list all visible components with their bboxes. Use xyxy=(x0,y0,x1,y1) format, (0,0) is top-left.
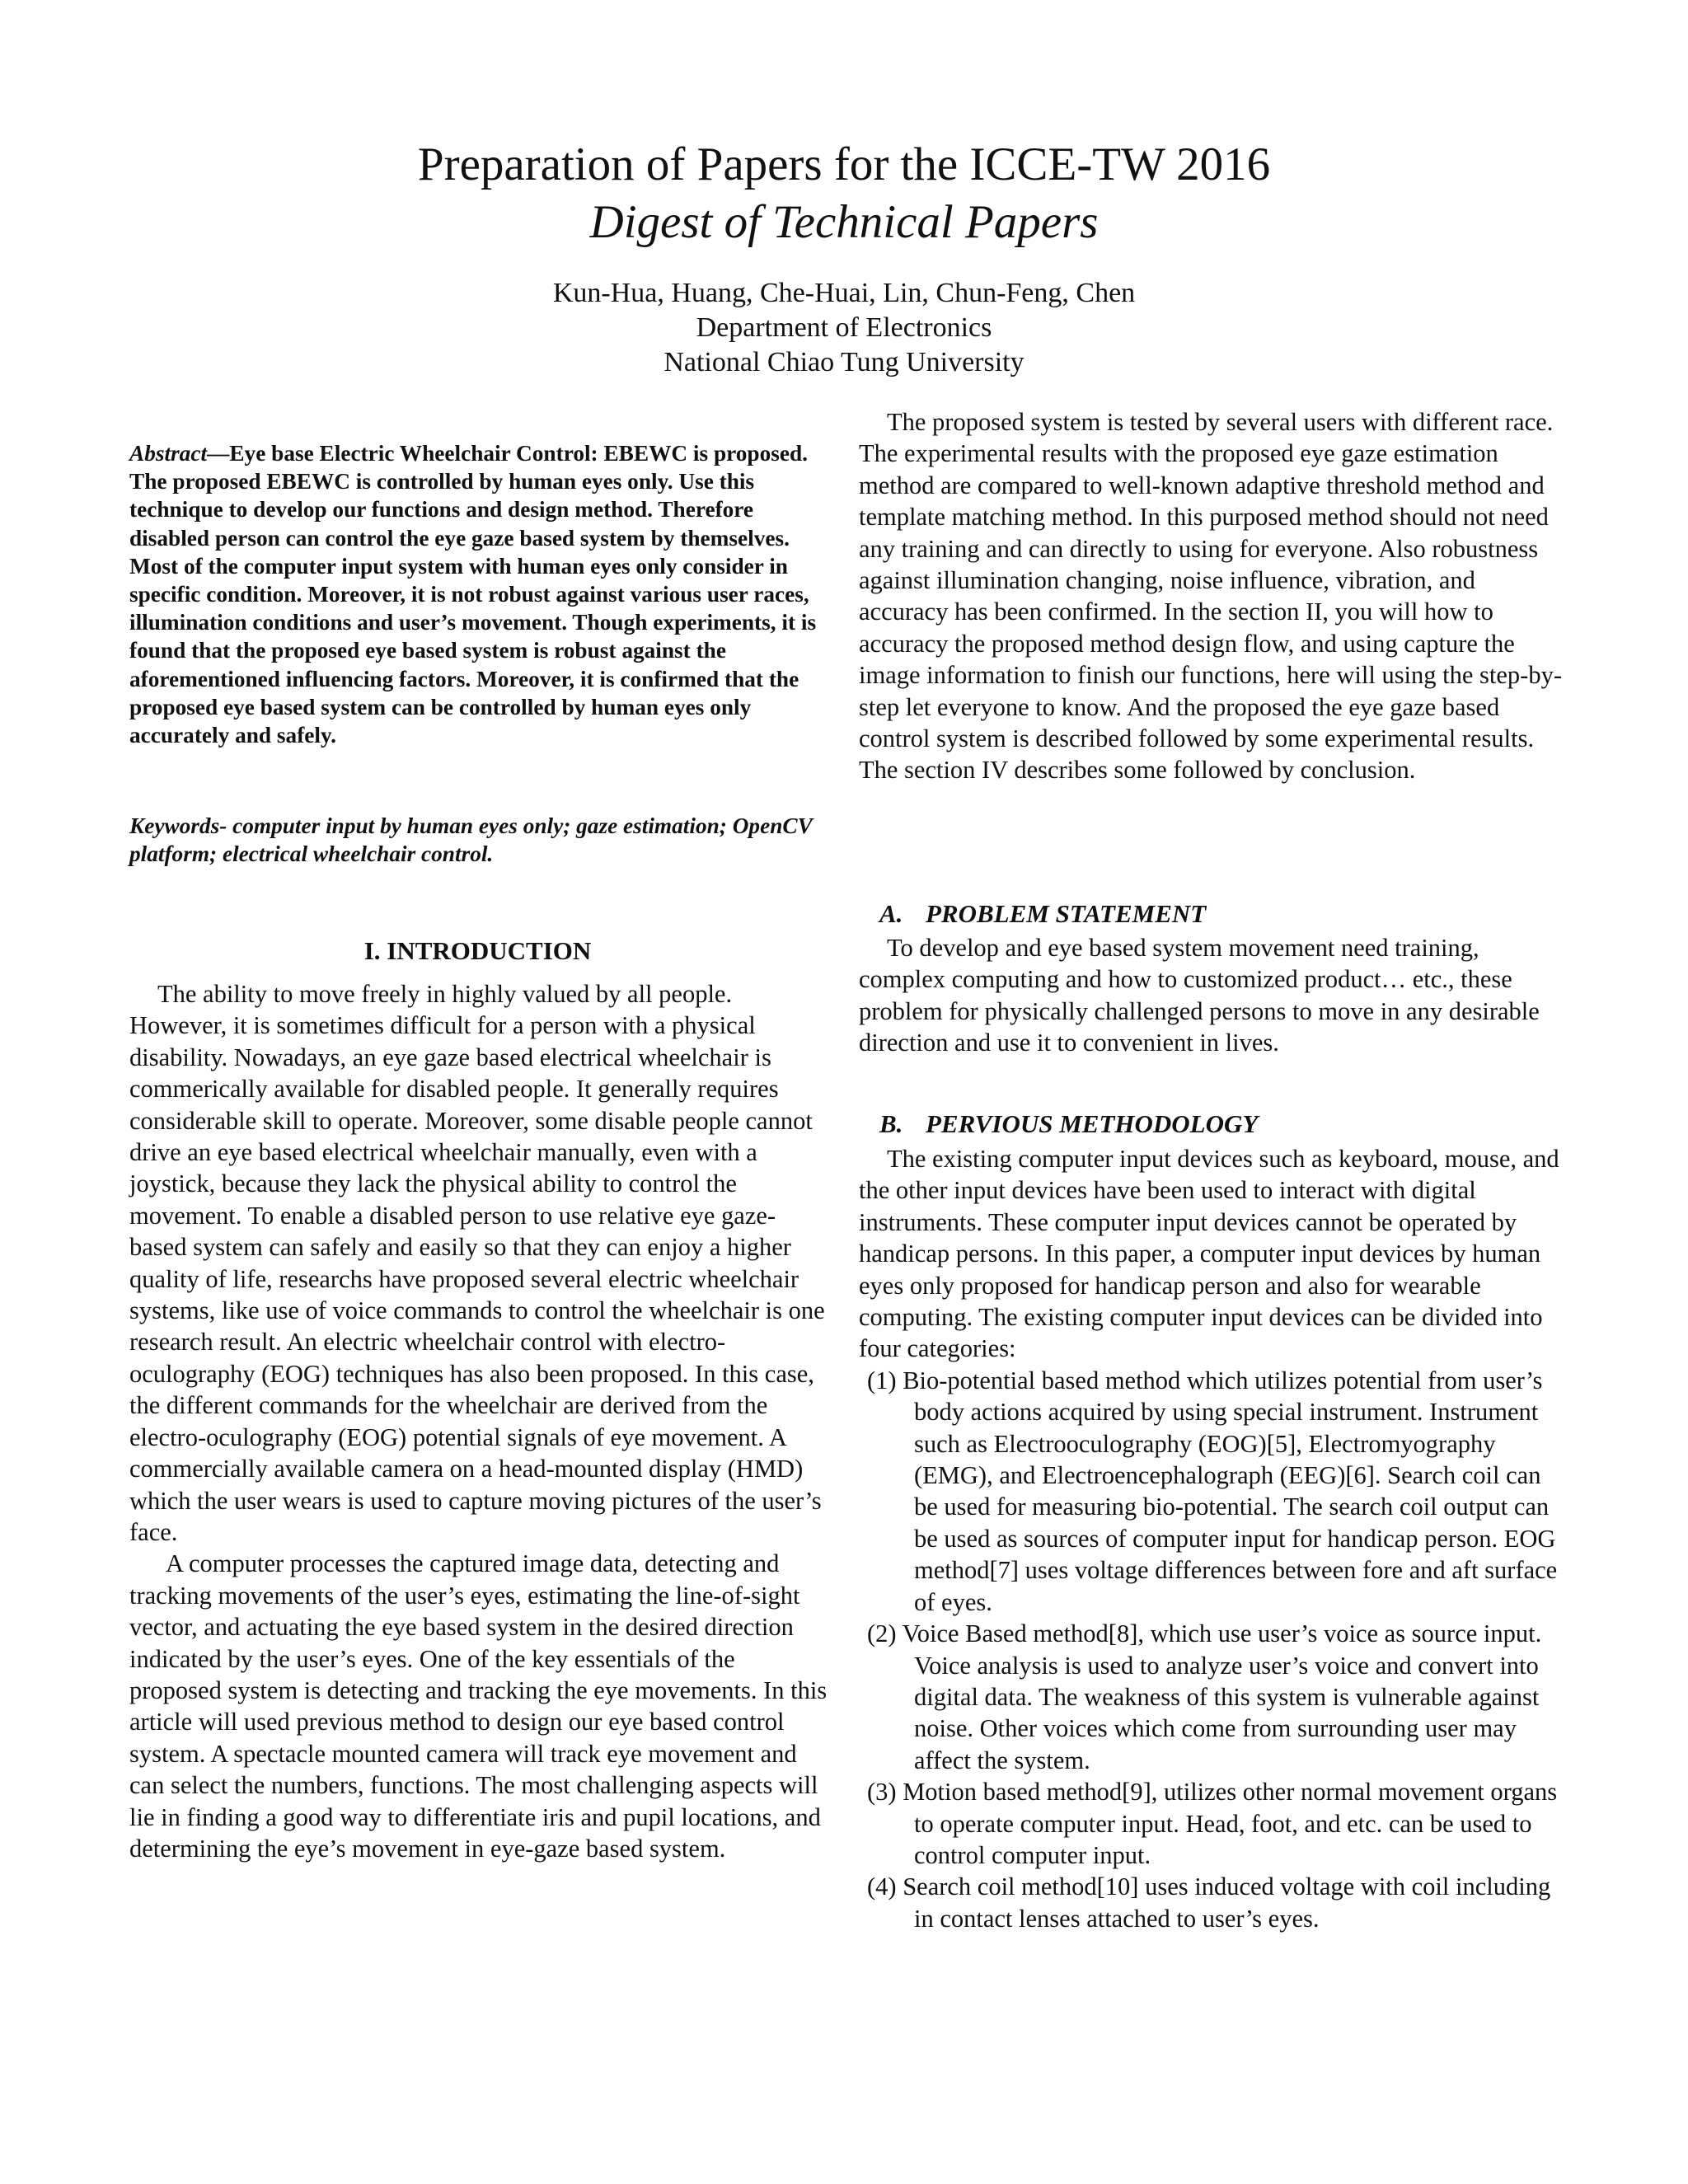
problem-statement-body xyxy=(859,932,1568,1059)
abstract-lead: Abstract xyxy=(129,441,208,466)
introduction-paragraph: The ability to move freely in highly valued by all people. However, it is sometimes difficult for a person with a physical disability. Nowadays, an eye gaze based electrical wheelchair is commerically available for disabled people. It generally requires considerable skill to operate. Moreover, some disable people cannot drive an eye based electrical wheelchair manually, even with a joystick, because they lack the physical ability to control the movement. To enable a disabled person to use relative eye gaze-based system can safely and easily so that they can enjoy a higher quality of life, researchs have proposed several electric wheelchair systems, like use of voice commands to control the wheelchair is one research result. An electric wheelchair control with electro-oculography (EOG) techniques has also been proposed. In this case, the different commands for the wheelchair are derived from the electro-oculography (EOG) potential signals of eye movement. A commercially available camera on a head-mounted display (HMD) which the user wears is used to capture moving pictures of the user’s face. xyxy=(129,980,825,1546)
list-item: (2) Voice Based method[8], which use user’s voice as source input. Voice analysis is used to analyze user’s voice and convert into digital data. The weakness of this system is vulnerable against noise. Other voices which come from surrounding user may affect the system. xyxy=(867,1619,1542,1774)
methodology-body xyxy=(859,1143,1568,1934)
problem-statement-title: PROBLEM STATEMENT xyxy=(926,899,1207,928)
keywords: Keywords- computer input by human eyes only; gaze estimation; OpenCV platform; electrical wheelchair control. xyxy=(129,813,813,867)
department: Department of Electronics xyxy=(696,312,992,343)
abstract-dash: — xyxy=(207,441,230,466)
intro-continuation-paragraph: The proposed system is tested by several users with different race. The experimental results with the proposed eye gaze estimation method are compared to well-known adaptive threshold method and template matching method. In this purposed method should not need any training and can directly to using for everyone. Also robustness against illumination changing, noise influence, vibration, and accuracy has been confirmed. In the section II, you will how to accuracy the proposed method design flow, and using capture the image information to finish our functions, here will using the step-by-step let everyone to know. And the proposed the eye gaze based control system is described followed by some experimental results. The section IV describes some followed by conclusion. xyxy=(859,408,1562,785)
introduction-body xyxy=(129,978,830,1864)
methodology-heading xyxy=(879,1108,1258,1140)
methodology-paragraph: The existing computer input devices such as keyboard, mouse, and the other input devices have been used to interact with digital instruments. These computer input devices cannot be operated by handicap persons. In this paper, a computer input devices by human eyes only proposed for handicap person and also for wearable computing. The existing computer input devices can be divided into four categories: xyxy=(859,1145,1559,1363)
author-names: Kun-Hua, Huang, Che-Huai, Lin, Chun-Feng, Chen xyxy=(552,278,1136,308)
abstract xyxy=(129,439,826,749)
problem-statement-paragraph: To develop and eye based system movement need training, complex computing and how to customized product… etc., these problem for physically challenged persons to move in any desirable direction and use it to convenient in lives. xyxy=(859,934,1540,1057)
right-column-intro xyxy=(859,406,1568,786)
paper-title: Preparation of Papers for the ICCE-TW 2016 xyxy=(417,138,1271,190)
university: National Chiao Tung University xyxy=(663,347,1025,377)
list-item: (1) Bio-potential based method which utilizes potential from user’s body actions acquired by using special instrument. Instrument such as Electrooculography (EOG)[5], Electromyography (EMG), and Electroencephalograph (EEG)[6]. Search coil can be used for measuring bio-potential. The search coil output can be used as sources of computer input for handicap person. EOG method[7] uses voltage differences between fore and aft surface of eyes. xyxy=(867,1366,1558,1616)
list-item: (4) Search coil method[10] uses induced voltage with coil including in contact lenses attached to user’s eyes. xyxy=(867,1872,1551,1933)
methodology-title: PERVIOUS METHODOLOGY xyxy=(926,1109,1259,1138)
paper-subtitle: Digest of Technical Papers xyxy=(589,196,1099,248)
methodology-number: B. xyxy=(879,1109,903,1138)
author-block xyxy=(0,276,1688,380)
introduction-paragraph: A computer processes the captured image data, detecting and tracking movements of the user’s eyes, estimating the line-of-sight vector, and actuating the eye based system in the desired direction indicated by the user’s eyes. One of the key essentials of the proposed system is detecting and tracking the eye movements. In this article will used previous method to design our eye based control system. A spectacle mounted camera will track eye movement and can select the numbers, functions. The most challenging aspects will lie in finding a good way to differentiate iris and pupil locations, and determining the eye’s movement in eye-gaze based system. xyxy=(129,1549,828,1863)
problem-statement-number: A. xyxy=(879,899,903,928)
list-item: (3) Motion based method[9], utilizes other normal movement organs to operate computer input. Head, foot, and etc. can be used to control computer input. xyxy=(867,1778,1558,1869)
problem-statement-heading xyxy=(879,898,1206,930)
method-category-list xyxy=(859,1365,1568,1934)
abstract-text: Eye base Electric Wheelchair Control: EBEWC is proposed. The proposed EBEWC is controlled by human eyes only. Use this technique to develop our functions and design method. Therefore disabled person can control the eye gaze based system by themselves. Most of the computer input system with human eyes only consider in specific condition. Moreover, it is not robust against various user races, illumination conditions and user’s movement. Though experiments, it is found that the proposed eye based system is robust against the aforementioned influencing factors. Moreover, it is confirmed that the proposed eye based system can be controlled by human eyes only accurately and safely. xyxy=(129,441,817,748)
introduction-heading: I. INTRODUCTION xyxy=(363,936,592,965)
